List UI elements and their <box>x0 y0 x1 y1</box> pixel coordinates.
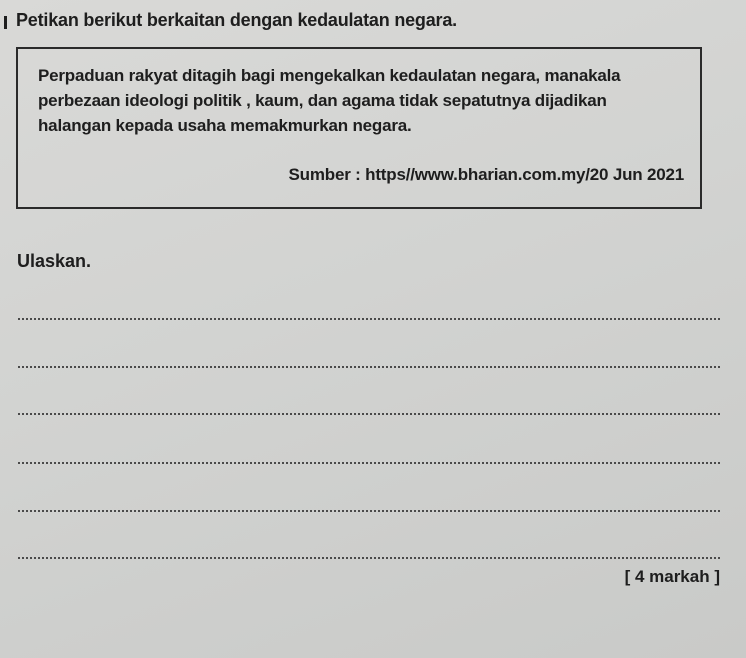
answer-line[interactable] <box>18 366 720 368</box>
question-marker <box>4 16 7 29</box>
answer-line[interactable] <box>18 557 720 559</box>
answer-line[interactable] <box>18 510 720 512</box>
excerpt-line: halangan kepada usaha memakmurkan negara. <box>38 116 412 135</box>
answer-line[interactable] <box>18 462 720 464</box>
answer-line[interactable] <box>18 318 720 320</box>
source-excerpt-box <box>16 47 702 209</box>
answer-line[interactable] <box>18 413 720 415</box>
question-prompt: Ulaskan. <box>17 251 92 271</box>
excerpt-line: Perpaduan rakyat ditagih bagi mengekalkan kedaulatan negara, manakala <box>38 66 621 85</box>
source-citation: Sumber : https//www.bharian.com.my/20 Jun 2021 <box>288 165 684 184</box>
excerpt-line: perbezaan ideologi politik , kaum, dan agama tidak sepatutnya dijadikan <box>38 91 607 110</box>
excerpt-text <box>38 63 688 138</box>
marks-label: [ 4 markah ] <box>624 567 720 586</box>
question-intro: Petikan berikut berkaitan dengan kedaulatan negara. <box>16 10 457 30</box>
